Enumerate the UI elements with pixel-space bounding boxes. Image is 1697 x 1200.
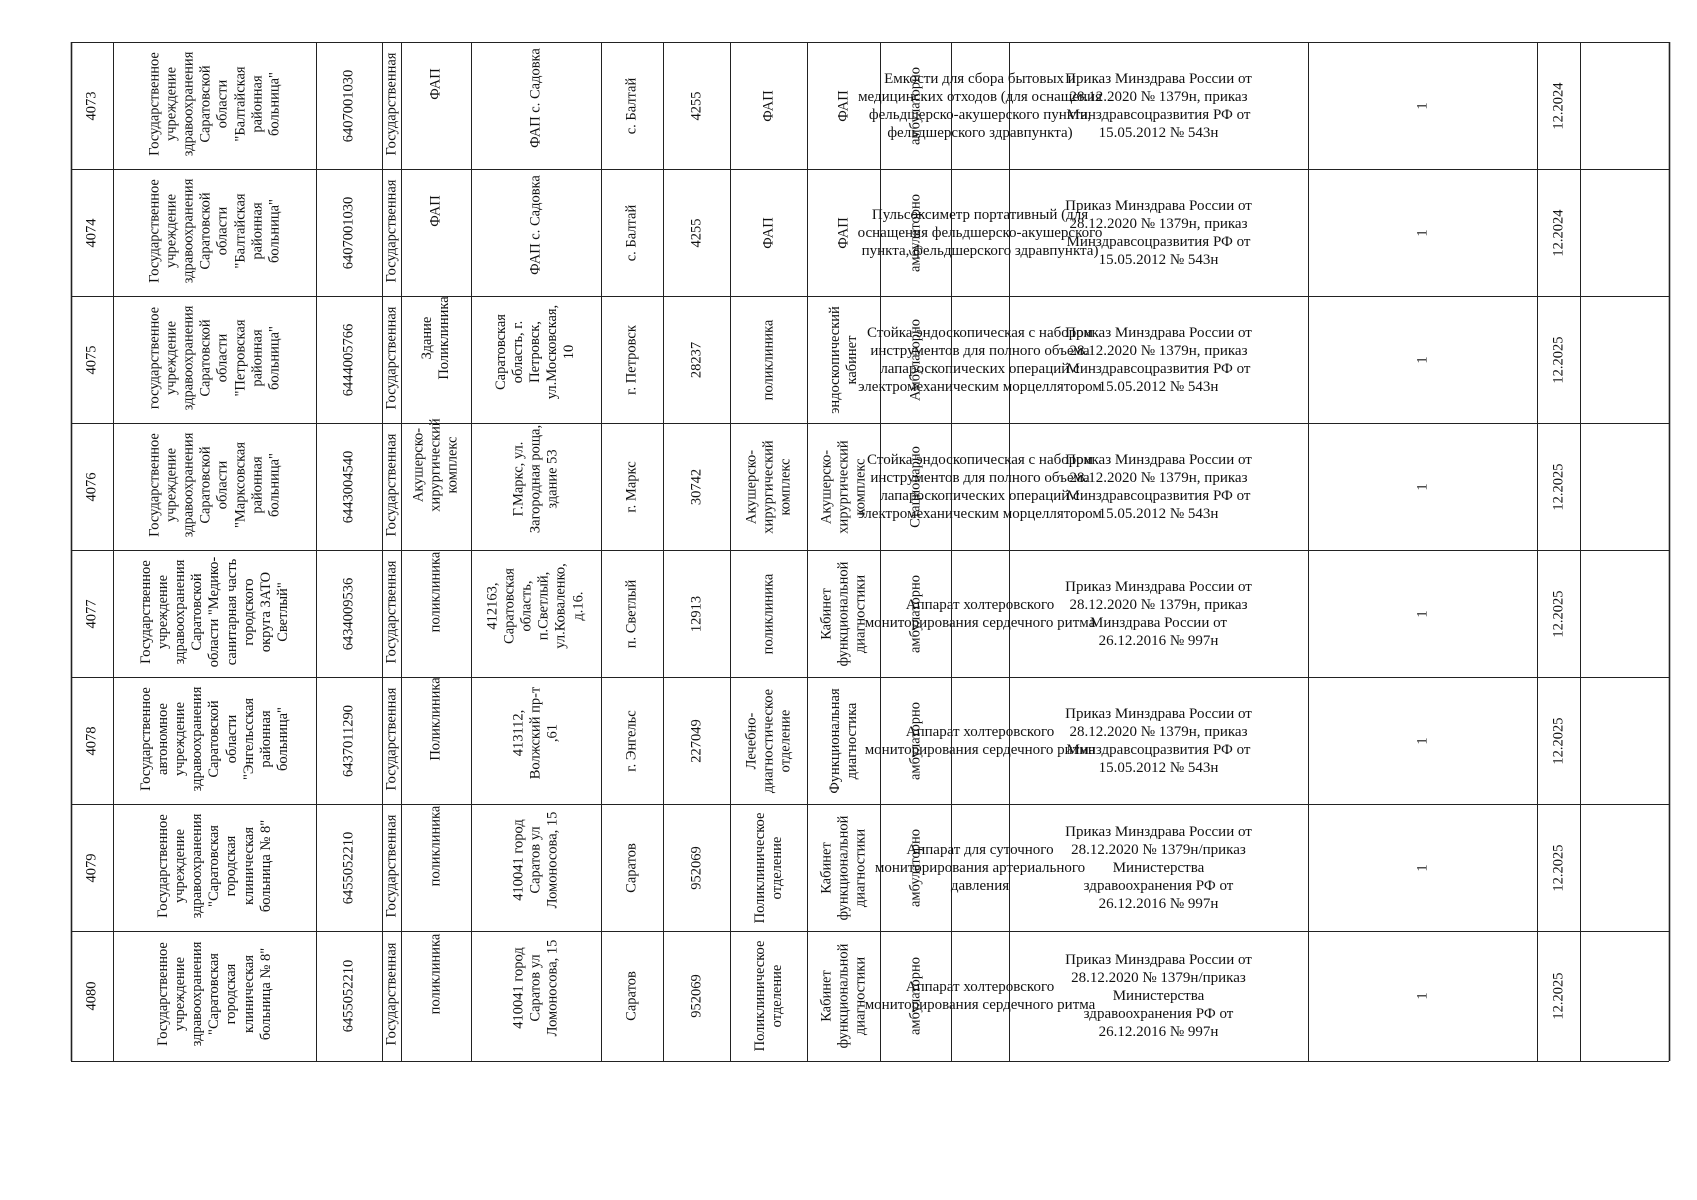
qty-text: 1 <box>1413 228 1430 237</box>
org-text: Государственное учреждение здравоохранения "Саратовская городская клиническая больница № 8" <box>154 813 274 918</box>
unit-text: Поликлиническое отделение <box>751 940 785 1052</box>
unit-text: поликлиника <box>759 319 776 400</box>
building-text: поликлиника <box>427 551 444 632</box>
locality-text: г. Маркс <box>623 460 640 513</box>
period-text: 12.2025 <box>1549 589 1566 638</box>
cell-building <box>401 417 471 550</box>
unit-text: Лечебно- диагностическое отделение <box>742 688 794 793</box>
order-text: Приказ Минздрава России от 28.12.2020 № 1379н/приказ Министерства здравоохранения РФ от 26.12.2016 № 997н <box>1065 952 1252 1040</box>
room-text: эндоскопический кабинет <box>826 305 860 414</box>
qty-text: 1 <box>1413 992 1430 1000</box>
cell-population <box>663 42 730 169</box>
unit-text: поликлиника <box>759 573 776 654</box>
cell-unit <box>730 423 807 550</box>
order-text: Приказ Минздрава России от 28.12.2020 № 1379н/приказ Министерства здравоохранения РФ от 26.12.2016 № 997н <box>1065 823 1252 912</box>
cell-unit <box>730 804 807 931</box>
care-form-text: амбулаторно <box>906 193 923 272</box>
cell-period <box>1537 42 1580 169</box>
cell-id <box>71 169 113 296</box>
order-text: Приказ Минздрава России от 28.12.2020 № 1379н, приказ Минздравсоцразвития РФ от 15.05.2012 № 543н <box>1065 70 1252 141</box>
room-text: Кабинет функциональной диагностики <box>817 815 869 920</box>
cell-address <box>471 804 601 931</box>
qty-text: 1 <box>1413 355 1430 364</box>
cell-org <box>113 296 316 423</box>
period-text: 12.2025 <box>1549 335 1566 384</box>
care-form-text: амбулаторно <box>906 956 923 1036</box>
cell-org <box>113 42 316 169</box>
inn-text: 6444005766 <box>340 323 357 396</box>
cell-population <box>663 931 730 1061</box>
order-text: Приказ Минздрава России от 28.12.2020 № 1379н, приказ Минздравсоцразвития РФ от 15.05.2012 № 543н <box>1065 197 1252 268</box>
cell-qty <box>1308 550 1537 677</box>
id-text: 4075 <box>83 345 100 374</box>
cell-order <box>1009 804 1308 931</box>
order-text: Приказ Минздрава России от 28.12.2020 № 1379н, приказ Минздравсоцразвития РФ от 15.05.2012 № 543н <box>1065 705 1252 776</box>
cell-ownership <box>382 169 401 296</box>
cell-period <box>1537 804 1580 931</box>
cell-id <box>71 804 113 931</box>
inn-text: 6434009536 <box>340 577 357 650</box>
org-text: Государственное учреждение здравоохранения "Саратовская городская клиническая больница № 8" <box>154 941 274 1047</box>
cell-order <box>1009 296 1308 423</box>
cell-inn <box>316 804 382 931</box>
ownership-text: Государственная <box>382 560 399 663</box>
cell-inn <box>316 677 382 804</box>
order-text: Приказ Минздрава России от 28.12.2020 № 1379н, приказ Минздравсоцразвития РФ от 15.05.2012 № 543н <box>1065 451 1252 522</box>
qty-text: 1 <box>1413 863 1430 872</box>
id-text: 4076 <box>83 472 100 501</box>
equipment-text: Стойка эндоскопическая с набором инструментов для полного объема лапароскопических операций с электромеханическим морцеллятором <box>858 324 1102 395</box>
cell-population <box>663 296 730 423</box>
org-text: государственное учреждение здравоохранения Саратовской области "Петровская районная больница" <box>146 305 282 410</box>
inn-text: 6455052210 <box>340 831 357 904</box>
cell-population <box>663 169 730 296</box>
cell-inn <box>316 169 382 296</box>
cell-locality <box>601 42 663 169</box>
cell-building <box>401 296 471 423</box>
population-text: 227049 <box>687 718 704 763</box>
cell-locality <box>601 550 663 677</box>
cell-ownership <box>382 423 401 550</box>
locality-text: с. Балтай <box>623 204 640 261</box>
cell-unit <box>730 296 807 423</box>
period-text: 12.2024 <box>1549 81 1566 130</box>
period-text: 12.2025 <box>1549 843 1566 892</box>
cell-org <box>113 169 316 296</box>
period-text: 12.2024 <box>1549 208 1566 257</box>
building-text: Здание Поликлиника <box>418 295 452 380</box>
cell-ownership <box>382 42 401 169</box>
address-text: ФАП с. Садовка <box>527 47 544 148</box>
cell-order <box>1009 423 1308 550</box>
locality-text: г. Петровск <box>623 324 640 395</box>
qty-text: 1 <box>1413 482 1430 491</box>
cell-qty <box>1308 169 1537 296</box>
org-text: Государственное учреждение здравоохранения Саратовской области "Балтайская районная больница" <box>146 178 282 283</box>
cell-qty <box>1308 804 1537 931</box>
cell-id <box>71 677 113 804</box>
building-text: Акушерско- хирургический комплекс <box>410 417 461 512</box>
equipment-text: Аппарат холтеровского мониторирования сердечного ритма <box>864 596 1096 631</box>
cell-qty <box>1308 296 1537 423</box>
population-text: 30742 <box>687 468 704 505</box>
address-text: 410041 город Саратов ул Ломоносова, 15 <box>510 939 561 1037</box>
room-text: Акушерско- хирургический комплекс <box>817 439 869 534</box>
population-text: 952069 <box>687 845 704 890</box>
cell-order <box>1009 931 1308 1061</box>
care-form-text: амбулаторно <box>906 66 923 145</box>
address-text: ФАП с. Садовка <box>527 174 544 275</box>
ownership-text: Государственная <box>382 942 399 1046</box>
room-text: Функциональная диагностика <box>826 687 860 794</box>
cell-order <box>1009 550 1308 677</box>
building-text: поликлиника <box>427 805 444 886</box>
cell-inn <box>316 423 382 550</box>
org-text: Государственное учреждение здравоохранения Саратовской области "Балтайская районная больница" <box>146 51 282 156</box>
cell-ownership <box>382 296 401 423</box>
care-form-text: амбулаторно <box>906 701 923 780</box>
cell-inn <box>316 42 382 169</box>
cell-qty <box>1308 42 1537 169</box>
equipment-table <box>71 42 1669 1061</box>
cell-building <box>401 550 471 677</box>
order-text: Приказ Минздрава России от 28.12.2020 № 1379н, приказ Минздрава России от 26.12.2016 № 997н <box>1065 578 1252 649</box>
ownership-text: Государственная <box>382 179 399 282</box>
inn-text: 6407001030 <box>340 69 357 142</box>
inn-text: 6437011290 <box>340 704 357 777</box>
cell-building <box>401 169 471 296</box>
cell-unit <box>730 677 807 804</box>
cell-period <box>1537 677 1580 804</box>
equipment-text: Аппарат холтеровского мониторирования сердечного ритма <box>864 979 1096 1013</box>
cell-population <box>663 804 730 931</box>
unit-text: ФАП <box>759 216 776 249</box>
address-text: 412163, Саратовская область, п.Светлый, ул.Коваленко, д.16. <box>484 562 587 649</box>
cell-inn <box>316 931 382 1061</box>
cell-org <box>113 804 316 931</box>
cell-locality <box>601 804 663 931</box>
cell-qty <box>1308 423 1537 550</box>
cell-building <box>401 804 471 931</box>
cell-address <box>471 296 601 423</box>
building-text: ФАП <box>427 194 444 227</box>
cell-unit <box>730 931 807 1061</box>
cell-id <box>71 42 113 169</box>
ownership-text: Государственная <box>382 814 399 917</box>
qty-text: 1 <box>1413 609 1430 618</box>
cell-ownership <box>382 931 401 1061</box>
inn-text: 6443004540 <box>340 450 357 523</box>
cell-population <box>663 423 730 550</box>
care-form-text: амбулаторно <box>906 828 923 907</box>
org-text: Государственное учреждение здравоохранения Саратовской области "Марксовская районная больница" <box>146 432 282 537</box>
cell-period <box>1537 423 1580 550</box>
cell-address <box>471 931 601 1061</box>
cell-building <box>401 42 471 169</box>
cell-unit <box>730 169 807 296</box>
locality-text: с. Балтай <box>623 77 640 134</box>
cell-address <box>471 169 601 296</box>
cell-address <box>471 423 601 550</box>
population-text: 28237 <box>687 341 704 378</box>
cell-building <box>401 677 471 804</box>
id-text: 4078 <box>83 726 100 755</box>
cell-ownership <box>382 804 401 931</box>
cell-qty <box>1308 931 1537 1061</box>
population-text: 952069 <box>687 974 704 1018</box>
care-form-text: амбулаторно <box>906 574 923 653</box>
cell-address <box>471 42 601 169</box>
cell-period <box>1537 296 1580 423</box>
inn-text: 6407001030 <box>340 196 357 269</box>
room-text: ФАП <box>834 89 851 122</box>
cell-org <box>113 423 316 550</box>
address-text: Г.Маркс, ул. Загородная роща, здание 53 <box>510 424 561 533</box>
equipment-text: Аппарат холтеровского мониторирования сердечного ритма <box>864 723 1096 758</box>
locality-text: Саратов <box>623 971 640 1021</box>
equipment-text: Пульсоксиметр портативный (для оснащения фельдшерско-акушерского пункта, фельдшерского здравпункта) <box>857 206 1103 259</box>
cell-locality <box>601 931 663 1061</box>
building-text: Поликлиника <box>427 676 444 761</box>
equipment-text: Емкости для сбора бытовых и медицинских отходов (для оснащения фельдшерско-акушерского пункта, фельдшерского здравпункта) <box>858 70 1102 141</box>
ownership-text: Государственная <box>382 433 399 536</box>
ownership-text: Государственная <box>382 306 399 409</box>
address-text: 410041 город Саратов ул Ломоносова, 15 <box>510 811 561 908</box>
cell-order <box>1009 677 1308 804</box>
qty-text: 1 <box>1413 101 1430 110</box>
cell-ownership <box>382 677 401 804</box>
locality-text: Саратов <box>623 842 640 893</box>
ownership-text: Государственная <box>382 687 399 790</box>
cell-period <box>1537 931 1580 1061</box>
address-text: 413112, Волжский пр-т ,61 <box>510 686 561 779</box>
care-form-text: Амбулаторно <box>906 318 923 401</box>
locality-text: п. Светлый <box>623 579 640 648</box>
cell-period <box>1537 169 1580 296</box>
cell-org <box>113 677 316 804</box>
population-text: 4255 <box>687 218 704 247</box>
cell-population <box>663 677 730 804</box>
building-text: ФАП <box>427 67 444 100</box>
id-text: 4074 <box>83 218 100 247</box>
org-text: Государственное учреждение здравоохранения Саратовской области "Медико- санитарная часть городского округа ЗАТО Светлый" <box>137 556 291 667</box>
equipment-text: Аппарат для суточного мониторирования артериального давления <box>874 841 1086 894</box>
inn-text: 6455052210 <box>340 959 357 1033</box>
cell-id <box>71 931 113 1061</box>
id-text: 4073 <box>83 91 100 120</box>
unit-text: Акушерско- хирургический комплекс <box>742 439 794 534</box>
cell-inn <box>316 296 382 423</box>
building-text: поликлиника <box>427 933 444 1015</box>
period-text: 12.2025 <box>1549 716 1566 765</box>
cell-locality <box>601 677 663 804</box>
qty-text: 1 <box>1413 736 1430 745</box>
period-text: 12.2025 <box>1549 972 1566 1020</box>
cell-locality <box>601 169 663 296</box>
cell-org <box>113 931 316 1061</box>
cell-period <box>1537 550 1580 677</box>
cell-building <box>401 931 471 1061</box>
care-form-text: Стационарно <box>906 445 923 528</box>
cell-address <box>471 677 601 804</box>
period-text: 12.2025 <box>1549 462 1566 511</box>
cell-order <box>1009 42 1308 169</box>
locality-text: г. Энгельс <box>623 709 640 772</box>
unit-text: ФАП <box>759 89 776 122</box>
cell-id <box>71 423 113 550</box>
equipment-text: Стойка эндоскопическая с набором инструментов для полного объема лапароскопических операций с электромеханическим морцеллятором <box>858 451 1102 522</box>
order-text: Приказ Минздрава России от 28.12.2020 № 1379н, приказ Минздравсоцразвития РФ от 15.05.2012 № 543н <box>1065 324 1252 395</box>
id-text: 4079 <box>83 853 100 882</box>
address-text: Саратовская область, г. Петровск, ул.Московская, 10 <box>493 304 578 399</box>
cell-org <box>113 550 316 677</box>
cell-room <box>807 804 880 931</box>
id-text: 4077 <box>83 599 100 628</box>
unit-text: Поликлиническое отделение <box>751 812 785 923</box>
cell-population <box>663 550 730 677</box>
ownership-text: Государственная <box>382 52 399 155</box>
cell-locality <box>601 423 663 550</box>
room-text: ФАП <box>834 216 851 249</box>
cell-qty <box>1308 677 1537 804</box>
org-text: Государственное автономное учреждение здравоохранения Саратовской области "Энгельсская районная больница" <box>137 686 291 791</box>
cell-id <box>71 550 113 677</box>
cell-unit <box>730 42 807 169</box>
room-text: Кабинет функциональной диагностики <box>817 561 869 666</box>
cell-id <box>71 296 113 423</box>
cell-address <box>471 550 601 677</box>
cell-order <box>1009 169 1308 296</box>
cell-ownership <box>382 550 401 677</box>
cell-locality <box>601 296 663 423</box>
population-text: 4255 <box>687 91 704 120</box>
room-text: Кабинет функциональной диагностики <box>817 943 869 1049</box>
cell-unit <box>730 550 807 677</box>
population-text: 12913 <box>687 595 704 632</box>
cell-inn <box>316 550 382 677</box>
id-text: 4080 <box>83 981 100 1011</box>
